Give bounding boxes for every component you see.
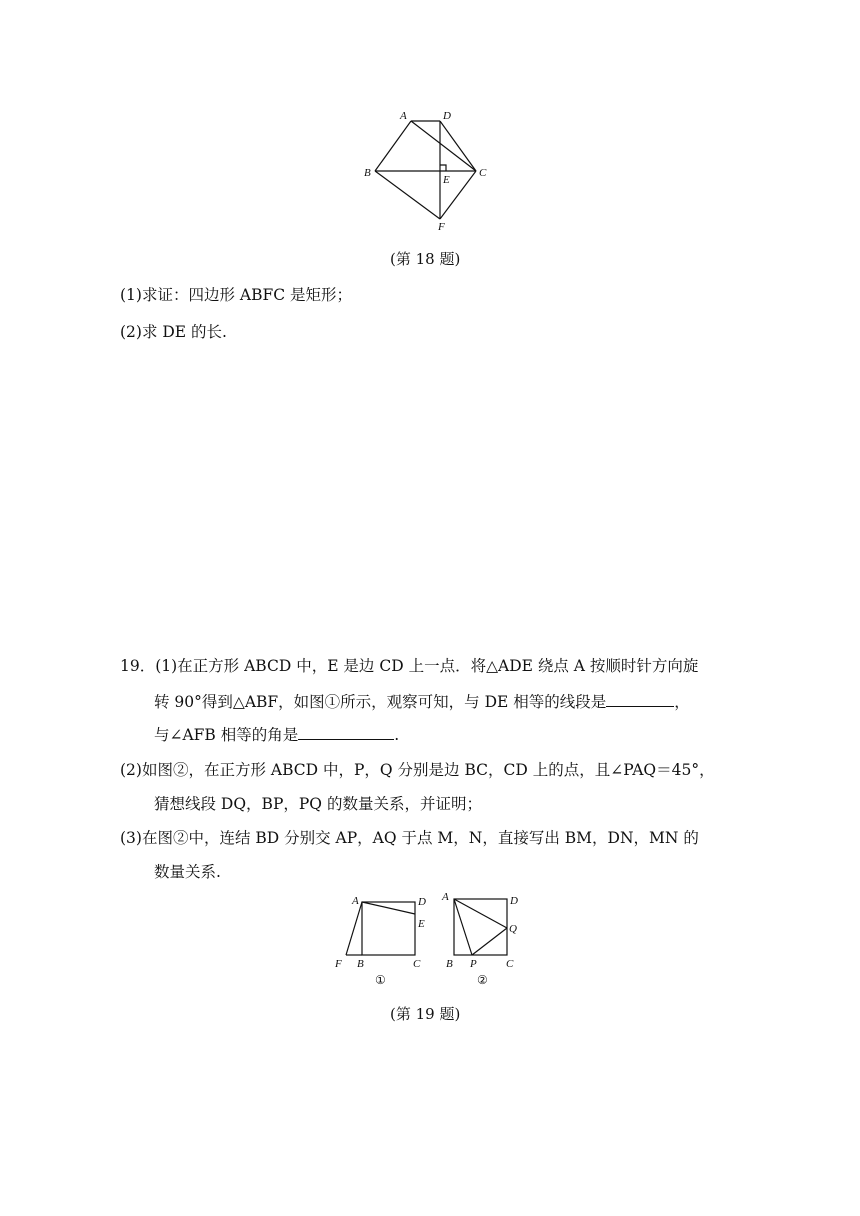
label-d: D (443, 110, 451, 122)
right-angle-mark (440, 165, 446, 171)
label-c: C (479, 167, 487, 179)
q19-line2-text: 转 90°得到△ABF，如图①所示，观察可知，与 DE 相等的线段是 (154, 693, 607, 711)
segment-af (346, 902, 362, 955)
q19-line7: 数量关系. (154, 863, 221, 881)
fig2-label-p: P (470, 958, 477, 970)
segment-bf (375, 171, 440, 219)
figure-19-1 (346, 902, 415, 955)
q19-line6: (3)在图②中，连结 BD 分别交 AP，AQ 于点 M，N，直接写出 BM，DN，MN 的 (120, 829, 699, 847)
figure-19-caption: (第 19 题) (390, 1005, 461, 1023)
figure-18-caption: (第 18 题) (390, 250, 461, 268)
figure-19-2 (454, 899, 507, 955)
segment-dc (440, 121, 476, 171)
segment-pq (472, 928, 507, 955)
answer-blank-1[interactable] (606, 690, 674, 707)
square-abcd-1 (362, 902, 415, 955)
answer-blank-2[interactable] (298, 723, 394, 740)
fig2-marker: ② (477, 973, 488, 987)
q19-line1: 19．(1)在正方形 ABCD 中，E 是边 CD 上一点．将△ADE 绕点 A 按顺时针方向旋 (120, 657, 699, 675)
fig2-label-b: B (446, 958, 453, 970)
square-abcd-2 (454, 899, 507, 955)
fig1-label-f: F (335, 958, 342, 970)
segment-ac (411, 121, 476, 171)
q19-line2-end: ， (674, 693, 690, 711)
segment-ae (362, 902, 415, 914)
q19-line3-text: 与∠AFB 相等的角是 (154, 726, 299, 744)
figure-19 (330, 888, 530, 990)
q19-line4: (2)如图②，在正方形 ABCD 中，P，Q 分别是边 BC，CD 上的点，且∠PAQ＝45°， (120, 761, 715, 779)
q18-part2: (2)求 DE 的长. (120, 323, 227, 341)
label-a: A (400, 110, 407, 122)
q19-line3-end: . (394, 726, 400, 744)
fig1-label-b: B (357, 958, 364, 970)
fig1-label-e: E (418, 918, 425, 930)
fig2-label-d: D (510, 895, 518, 907)
label-f: F (438, 221, 445, 233)
q18-part1: (1)求证：四边形 ABFC 是矩形； (120, 286, 353, 304)
q19-line5: 猜想线段 DQ，BP，PQ 的数量关系，并证明； (154, 795, 482, 813)
fig2-label-q: Q (509, 923, 517, 935)
label-e: E (443, 174, 450, 186)
q19-line3 (154, 723, 399, 745)
fig1-label-a: A (352, 895, 359, 907)
segment-ab (375, 121, 411, 171)
q19-line2 (154, 690, 690, 712)
label-b: B (364, 167, 371, 179)
fig1-label-c: C (413, 958, 421, 970)
fig1-label-d: D (418, 896, 426, 908)
figure-18 (355, 105, 505, 235)
fig2-label-a: A (442, 891, 449, 903)
fig1-marker: ① (375, 973, 386, 987)
fig2-label-c: C (506, 958, 514, 970)
